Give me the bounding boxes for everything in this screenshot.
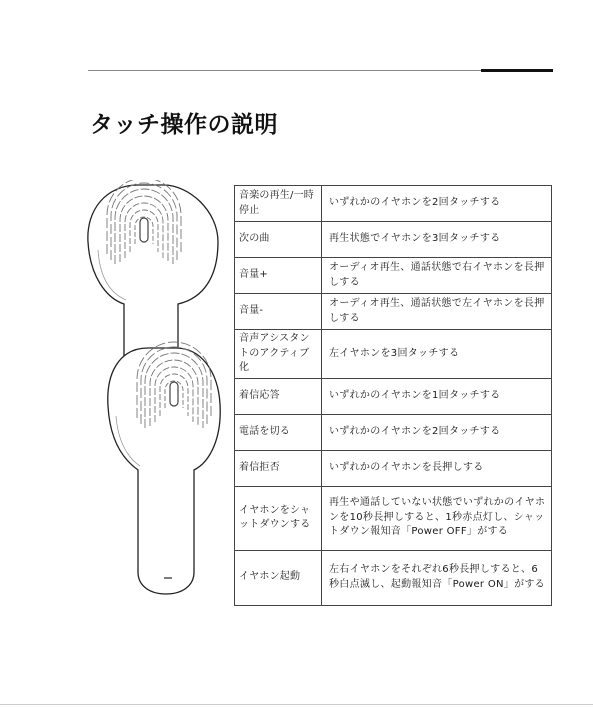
operation-cell: 左イヤホンを3回タッチする: [322, 330, 552, 379]
action-cell: 音量-: [235, 294, 322, 330]
table-row: [235, 186, 552, 222]
operation-cell: いずれかのイヤホンを2回タッチする: [322, 186, 552, 222]
table-row: [235, 222, 552, 258]
action-cell: 次の曲: [235, 222, 322, 258]
operation-cell: 再生状態でイヤホンを3回タッチする: [322, 222, 552, 258]
table-row: [235, 450, 552, 486]
header-accent-rule: [481, 69, 553, 72]
operation-cell: いずれかのイヤホンを長押しする: [322, 450, 552, 486]
operation-cell: 再生や通話していない状態でいずれかのイヤホンを10秒長押しすると、1秒赤点灯し、シャットダウン報知音「Power OFF」がする: [322, 486, 552, 550]
table-row: [235, 414, 552, 450]
operation-cell: オーディオ再生、通話状態で右イヤホンを長押しする: [322, 258, 552, 294]
operation-cell: いずれかのイヤホンを1回タッチする: [322, 378, 552, 414]
action-cell: 着信応答: [235, 378, 322, 414]
table-row: [235, 330, 552, 379]
action-cell: 電話を切る: [235, 414, 322, 450]
page-bottom-edge: [0, 704, 593, 705]
table-row: [235, 258, 552, 294]
action-cell: 音楽の再生/一時停止: [235, 186, 322, 222]
page-title: タッチ操作の説明: [90, 112, 278, 138]
table-row: [235, 378, 552, 414]
action-cell: イヤホンをシャットダウンする: [235, 486, 322, 550]
operation-cell: オーディオ再生、通話状態で左イヤホンを長押しする: [322, 294, 552, 330]
table-row: [235, 294, 552, 330]
action-cell: イヤホン起動: [235, 550, 322, 605]
operation-cell: 左右イヤホンをそれぞれ6秒長押しすると、6秒白点滅し、起動報知音「Power ON」がする: [322, 550, 552, 605]
action-cell: 着信拒否: [235, 450, 322, 486]
operation-cell: いずれかのイヤホンを2回タッチする: [322, 414, 552, 450]
touch-operations-table: [234, 185, 552, 606]
table-row: [235, 550, 552, 605]
action-cell: 音声アシスタントのアクティブ化: [235, 330, 322, 379]
earbuds-illustration: [78, 180, 238, 600]
right-earbud: [108, 342, 220, 594]
table-row: [235, 486, 552, 550]
action-cell: 音量+: [235, 258, 322, 294]
